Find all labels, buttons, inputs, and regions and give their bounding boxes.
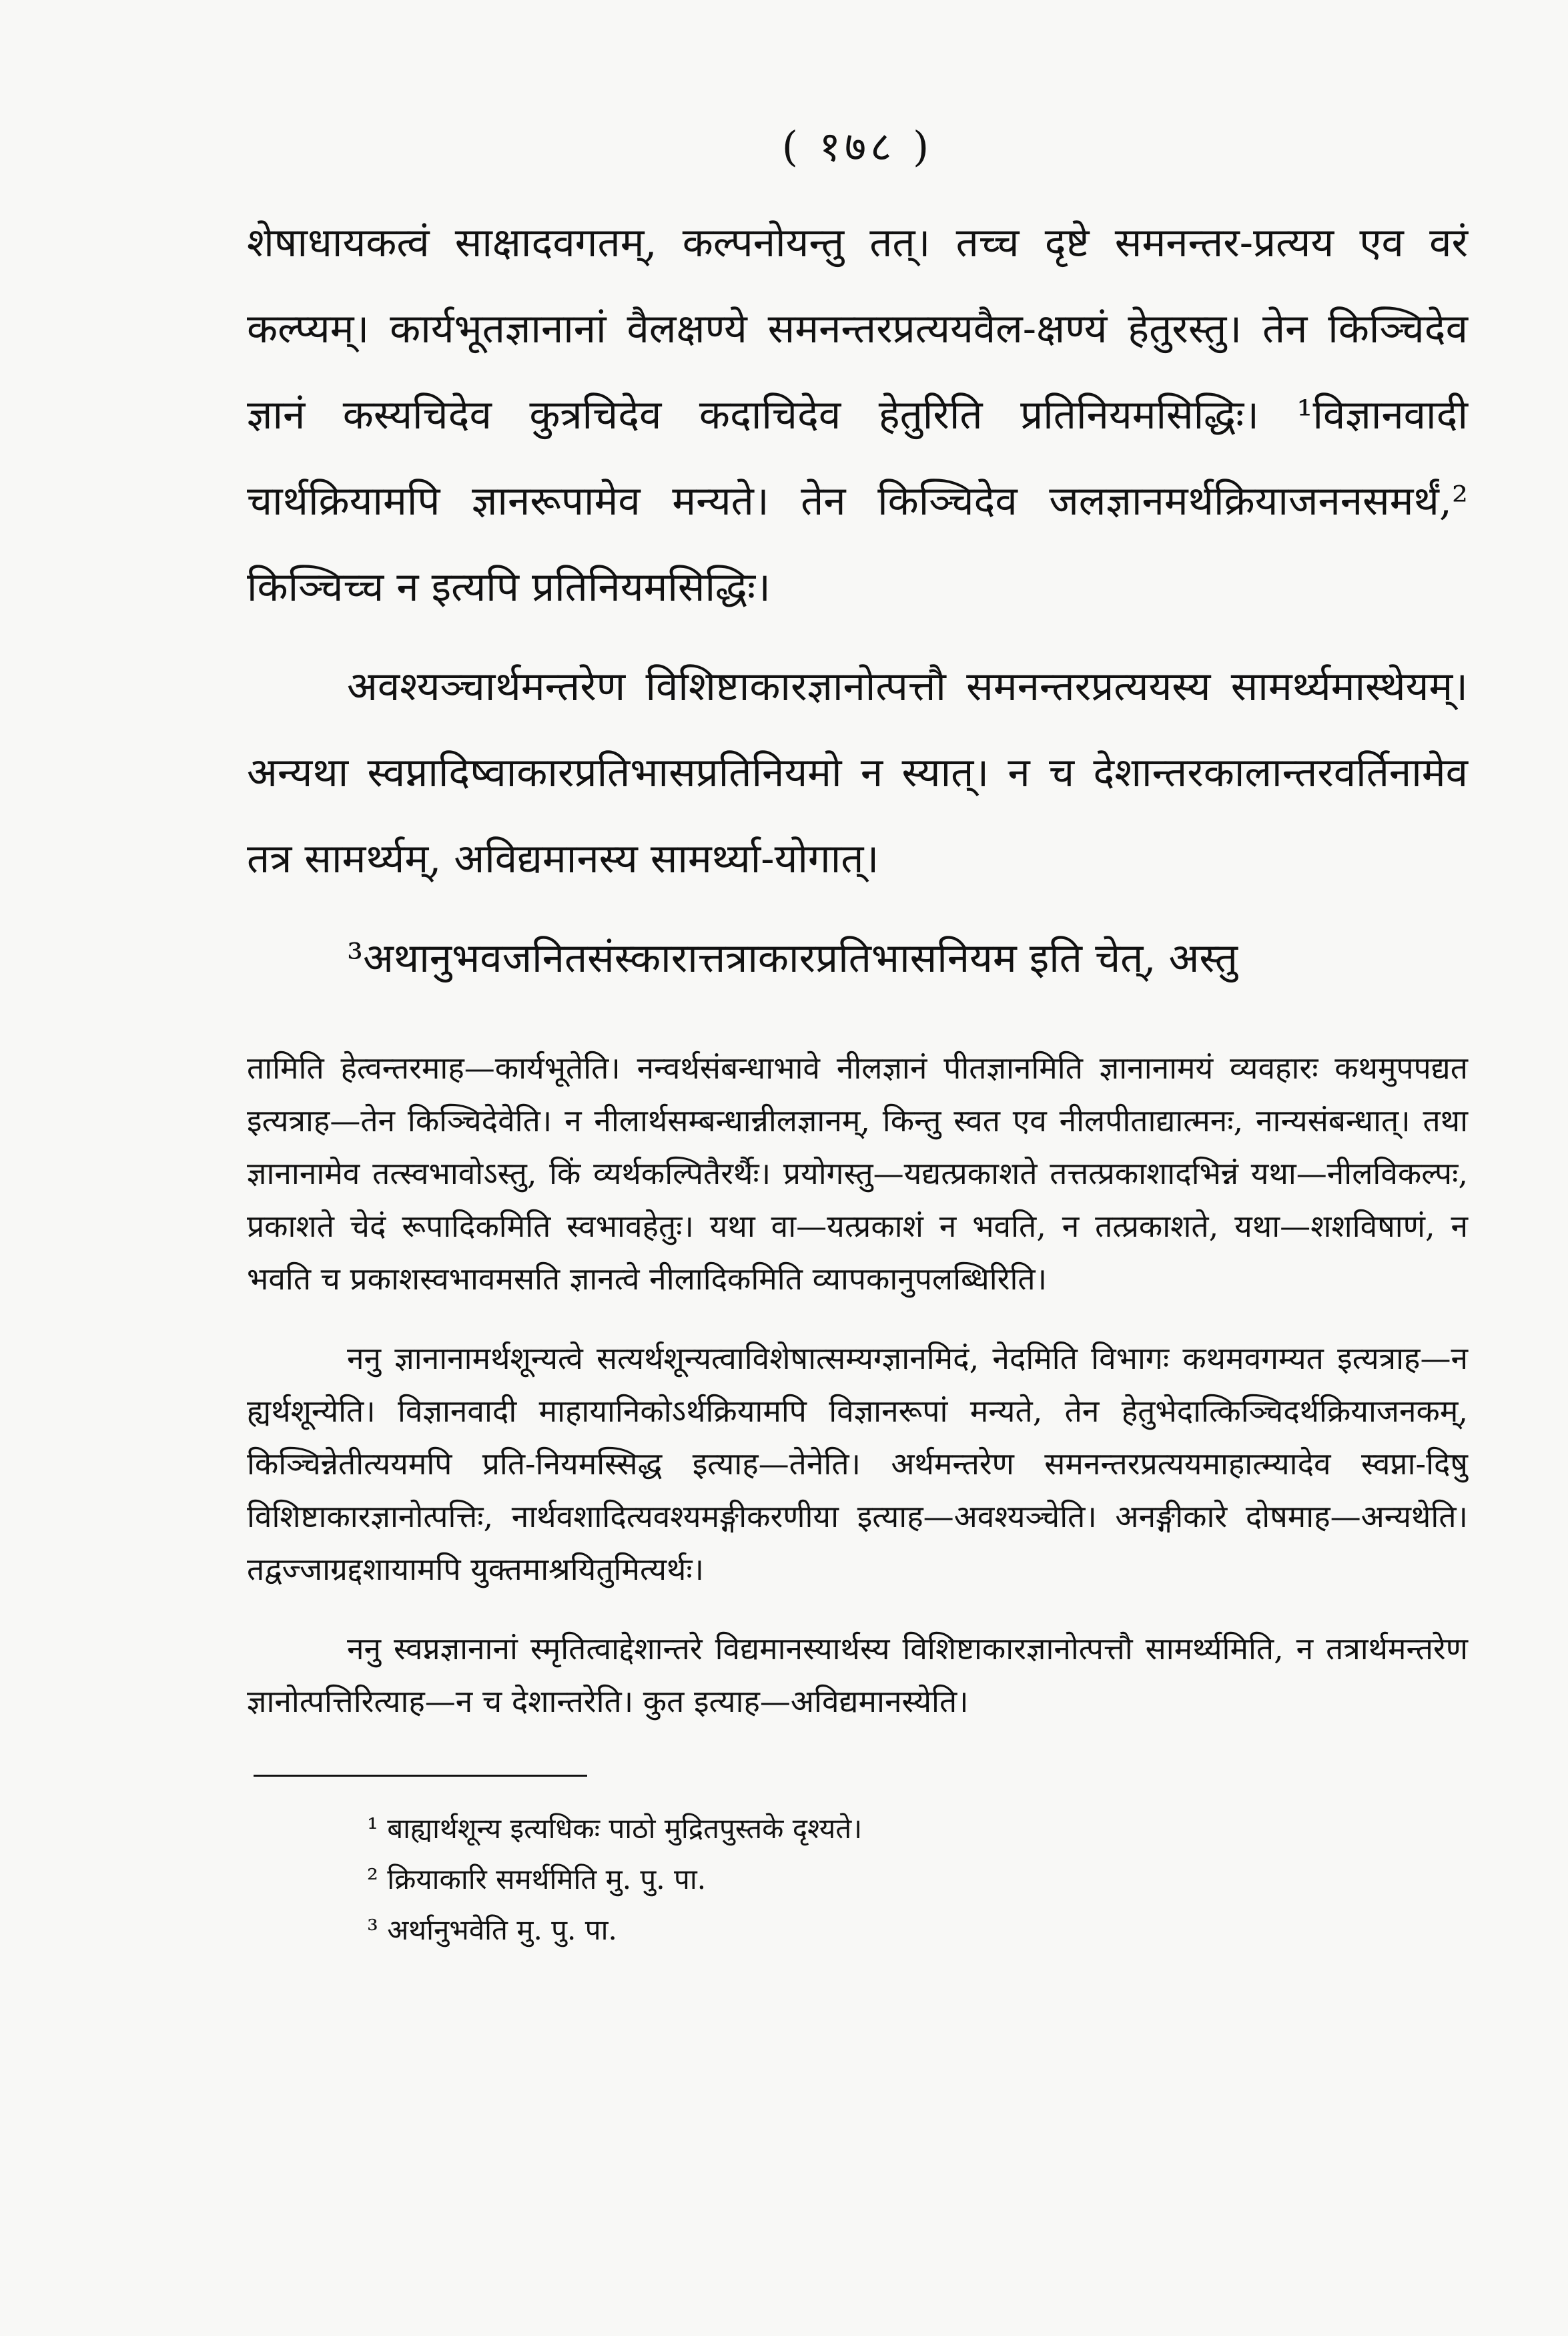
commentary-paragraph: ननु स्वप्नज्ञानानां स्मृतित्वाद्देशान्तरे विद्यमानस्यार्थस्य विशिष्टाकारज्ञानोत्पत्तौ सामर्थ्यमिति, न तत्रार्थमन्तरेण ज्ञानोत्पत्तिरित्याह—न च देशान्तरेति। कुत इत्याह—अविद्यमानस्येति। bbox=[247, 1631, 1468, 1719]
footnote: ¹ बाह्यार्थशून्य इत्यधिकः पाठो मुद्रितपुस्तके दृश्यते। bbox=[367, 1812, 863, 1845]
main-paragraph: ³अथानुभवजनितसंस्कारात्तत्राकारप्रतिभासनियम इति चेत्, अस्तु bbox=[347, 935, 1238, 982]
commentary-paragraph: ननु ज्ञानानामर्थशून्यत्वे सत्यर्थशून्यत्वाविशेषात्सम्यग्ज्ञानमिदं, नेदमिति विभागः कथमवगम्यत इत्यत्राह—न ह्यर्थशून्येति। विज्ञानवादी माहायानिकोऽर्थक्रियामपि विज्ञानरूपां मन्यते, तेन हेतुभेदात्किञ्चिदर्थक्रियाजनकम्, किञ्चिन्नेतीत्ययमपि प्रति-नियमस्सिद्ध इत्याह—तेनेति। अर्थमन्तरेण समनन्तरप्रत्ययमाहात्म्यादेव स्वप्ना-दिषु विशिष्टाकारज्ञानोत्पत्तिः, नार्थवशादित्यवश्यमङ्गीकरणीया इत्याह—अवश्यञ्चेति। अनङ्गीकारे दोषमाह—अन्यथेति। तद्वज्जाग्रद्दशायामपि युक्तमाश्रयितुमित्यर्थः। bbox=[247, 1340, 1468, 1587]
footnotes bbox=[247, 1803, 1468, 1956]
main-text bbox=[247, 200, 1468, 1002]
page-number: ( १७८ ) bbox=[781, 122, 933, 171]
footnote-divider bbox=[254, 1775, 587, 1777]
footnote: ³ अर्थानुभवेति मु. पु. पा. bbox=[367, 1914, 617, 1946]
main-paragraph: शेषाधायकत्वं साक्षादवगतम्, कल्पनोयन्तु तत्। तच्च दृष्टे समनन्तर-प्रत्यय एव वरं कल्प्यम्। कार्यभूतज्ञानानां वैलक्षण्ये समनन्तरप्रत्ययवैल-क्षण्यं हेतुरस्तु। तेन किञ्चिदेव ज्ञानं कस्यचिदेव कुत्रचिदेव कदाचिदेव हेतुरिति प्रतिनियमसिद्धिः। ¹विज्ञानवादी चार्थक्रियामपि ज्ञानरूपामेव मन्यते। तेन किञ्चिदेव जलज्ञानमर्थक्रियाजननसमर्थं,² किञ्चिच्च न इत्यपि प्रतिनियमसिद्धिः। bbox=[247, 220, 1468, 611]
main-paragraph: अवश्यञ्चार्थमन्तरेण विशिष्टाकारज्ञानोत्पत्तौ समनन्तरप्रत्ययस्य सामर्थ्यमास्थेयम्। अन्यथा स्वप्नादिष्वाकारप्रतिभासप्रतिनियमो न स्यात्। न च देशान्तरकालान्तरवर्तिनामेव तत्र सामर्थ्यम्, अविद्यमानस्य सामर्थ्या-योगात्। bbox=[247, 663, 1468, 882]
commentary bbox=[247, 1042, 1468, 1728]
footnote: ² क्रियाकारि समर्थमिति मु. पु. पा. bbox=[367, 1863, 707, 1895]
document-page bbox=[247, 120, 1468, 1956]
commentary-paragraph: तामिति हेत्वन्तरमाह—कार्यभूतेति। नन्वर्थसंबन्धाभावे नीलज्ञानं पीतज्ञानमिति ज्ञानानामयं व्यवहारः कथमुपपद्यत इत्यत्राह—तेन किञ्चिदेवेति। न नीलार्थसम्बन्धान्नीलज्ञानम्, किन्तु स्वत एव नीलपीताद्यात्मनः, नान्यसंबन्धात्। तथा ज्ञानानामेव तत्स्वभावोऽस्तु, किं व्यर्थकल्पितैरर्थैः। प्रयोगस्तु—यद्यत्प्रकाशते तत्तत्प्रकाशादभिन्नं यथा—नीलविकल्पः, प्रकाशते चेदं रूपादिकमिति स्वभावहेतुः। यथा वा—यत्प्रकाशं न भवति, न तत्प्रकाशते, यथा—शशविषाणं, न भवति च प्रकाशस्वभावमसति ज्ञानत्वे नीलादिकमिति व्यापकानुपलब्धिरिति। bbox=[247, 1050, 1468, 1297]
